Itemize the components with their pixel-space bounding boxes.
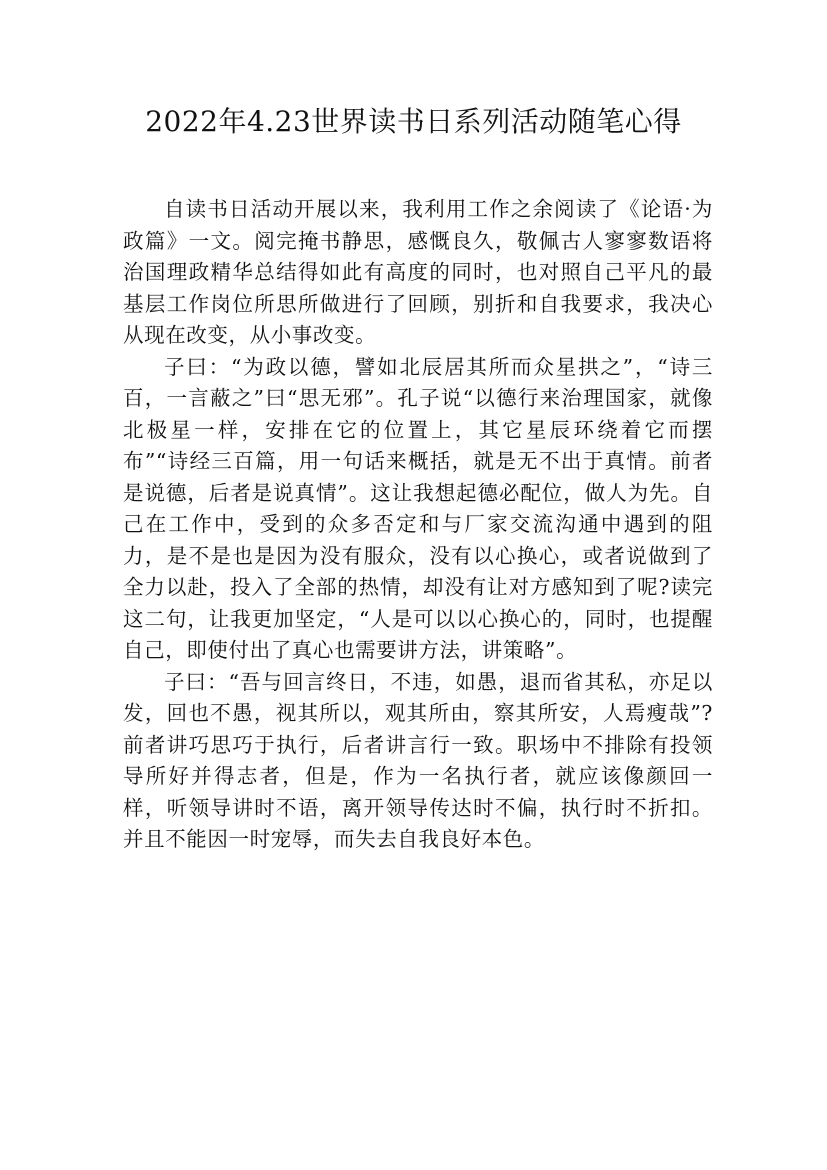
paragraph-3: 子曰：“吾与回言终日，不违，如愚，退而省其私，亦足以发，回也不愚，视其所以，观其所由，察其所安，人焉瘦哉”?前者讲巧思巧于执行，后者讲言行一致。职场中不排除有投领导所好并得志者，但是，作为一名执行者，就应该像颜回一样，听领导讲时不语，离开领导传达时不偏，执行时不折扣。并且不能因一时宠辱，而失去自我良好本色。 bbox=[123, 669, 713, 851]
paragraph-1: 自读书日活动开展以来，我利用工作之余阅读了《论语·为政篇》一文。阅完掩书静思，感慨良久，敬佩古人寥寥数语将治国理政精华总结得如此有高度的同时，也对照自己平凡的最基层工作岗位所思所做进行了回顾，别折和自我要求，我决心从现在改变，从小事改变。 bbox=[123, 197, 713, 347]
document-body bbox=[123, 194, 713, 856]
paragraph-2: 子曰：“为政以德，譬如北辰居其所而众星拱之”，“诗三百，一言蔽之”曰“思无邪”。孔子说“以德行来治理国家，就像北极星一样，安排在它的位置上，其它星辰环绕着它而摆布”“诗经三百篇，用一句话来概括，就是无不出于真情。前者是说德，后者是说真情”。这让我想起德必配位，做人为先。自己在工作中，受到的众多否定和与厂家交流沟通中遇到的阻力，是不是也是因为没有服众，没有以心换心，或者说做到了全力以赴，投入了全部的热情，却没有让对方感知到了呢?读完这二句，让我更加坚定，“人是可以以心换心的，同时，也提醒自己，即使付出了真心也需要讲方法，讲策略”。 bbox=[123, 354, 713, 662]
document-title: 2022年4.23世界读书日系列活动随笔心得 bbox=[145, 105, 682, 138]
